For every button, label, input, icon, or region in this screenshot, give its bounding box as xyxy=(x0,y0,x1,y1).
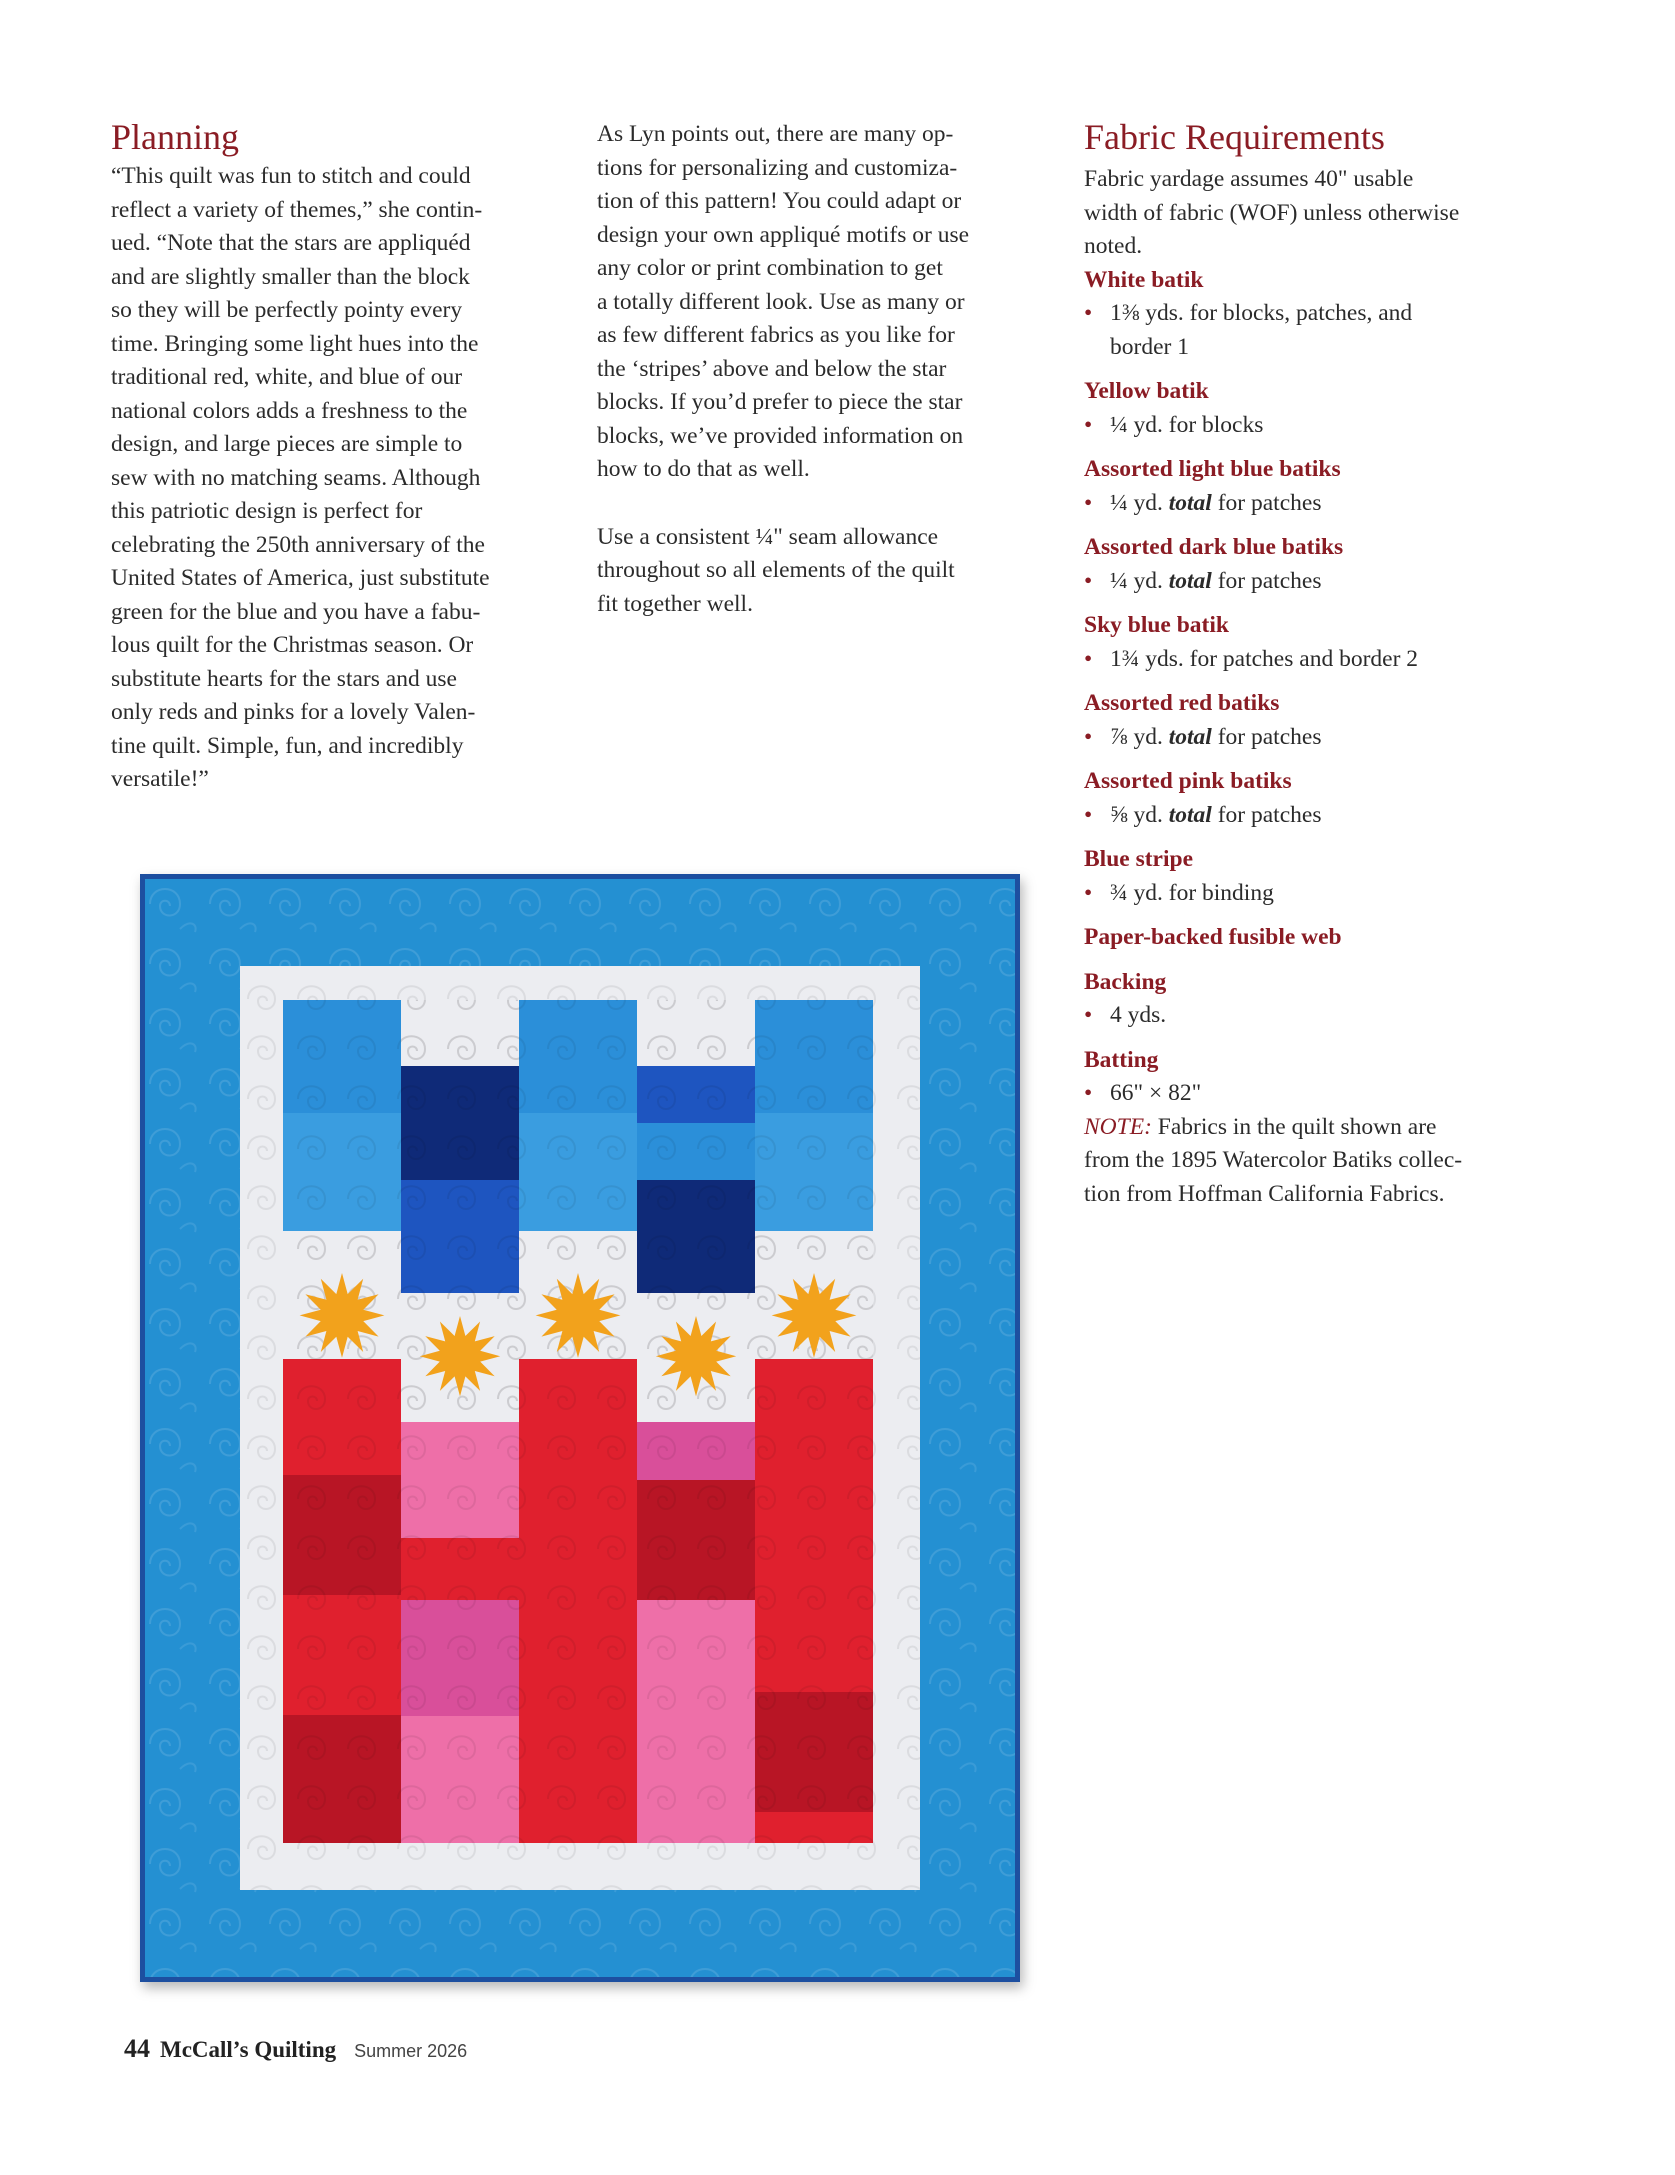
fabric-name: Assorted dark blue batiks xyxy=(1084,534,1344,560)
fabric-item xyxy=(1084,843,1554,910)
fabric-purpose: for patches xyxy=(1217,801,1322,828)
bullet-icon: • xyxy=(1084,801,1093,828)
fabric-name: Assorted light blue batiks xyxy=(1084,456,1341,482)
fabric-amount-text xyxy=(1110,721,1321,755)
planning-column xyxy=(111,160,581,797)
quilt-illustration xyxy=(140,874,1020,1982)
fabric-amount xyxy=(1084,1077,1554,1111)
bullet-icon: • xyxy=(1084,489,1093,516)
fabric-amount xyxy=(1084,565,1554,599)
fabric-name: Assorted red batiks xyxy=(1084,690,1280,716)
bullet-icon: • xyxy=(1084,723,1093,750)
fabric-name: Yellow batik xyxy=(1084,378,1209,404)
quilt-photo xyxy=(140,874,1020,1982)
fabric-amount-text xyxy=(1110,799,1321,833)
fabric-item xyxy=(1084,966,1554,1033)
bullet-icon: • xyxy=(1084,567,1093,594)
fabric-item xyxy=(1084,1044,1554,1111)
fabric-total: total xyxy=(1168,567,1212,594)
options-paragraph-1: As Lyn points out, there are many op- tions for personalizing and customiza- tion of this pattern! You could adapt or design your own appliqué motifs or use any color or print combination to get a totally different look. Use as many or as few different fabrics as you like for the ‘stripes’ above and below the star blocks. If you’d prefer to piece the star blocks, we’ve provided information on how to do that as well. xyxy=(597,121,970,482)
fabric-item xyxy=(1084,264,1554,365)
fabric-requirements-heading: Fabric Requirements xyxy=(1084,117,1385,157)
bullet-icon: • xyxy=(1084,300,1093,326)
bullet-icon: • xyxy=(1084,411,1093,438)
fabric-item xyxy=(1084,609,1554,676)
magazine-title: McCall’s Quilting xyxy=(160,2037,337,2062)
fabric-note xyxy=(1084,1111,1554,1212)
fabric-qty: ⅞ yd. xyxy=(1110,723,1163,750)
fabric-qty: ¼ yd. xyxy=(1110,567,1163,594)
fabric-amount xyxy=(1084,721,1554,755)
planning-heading: Planning xyxy=(111,117,240,157)
fabric-name: Assorted pink batiks xyxy=(1084,768,1292,794)
fabric-amount xyxy=(1084,487,1554,521)
fabric-amount xyxy=(1084,999,1554,1033)
fabric-amount-text: 1¾ yds. for patches and border 2 xyxy=(1110,645,1419,672)
fabric-amount xyxy=(1084,643,1554,677)
issue-date: Summer 2026 xyxy=(354,2041,468,2061)
bullet-icon: • xyxy=(1084,645,1093,672)
fabric-intro: Fabric yardage assumes 40" usable width of fabric (WOF) unless otherwise noted. xyxy=(1084,166,1460,259)
fabric-qty: ⅝ yd. xyxy=(1110,801,1163,828)
fabric-item xyxy=(1084,375,1554,442)
fabric-amount xyxy=(1084,409,1554,443)
fabric-purpose: for patches xyxy=(1217,723,1322,750)
fabric-purpose: for patches xyxy=(1217,489,1322,516)
fabric-item xyxy=(1084,687,1554,754)
note-label: NOTE: xyxy=(1084,1113,1152,1140)
bullet-icon: • xyxy=(1084,879,1093,906)
page-number: 44 xyxy=(124,2034,150,2063)
fabric-amount-text: 66" × 82" xyxy=(1110,1080,1202,1106)
fabric-item xyxy=(1084,453,1554,520)
fabric-item xyxy=(1084,531,1554,598)
fabric-name: Blue stripe xyxy=(1084,846,1194,872)
fabric-amount-text: ¼ yd. for blocks xyxy=(1110,411,1264,438)
options-column xyxy=(597,118,1057,621)
fabric-requirements-column xyxy=(1084,163,1554,1211)
fabric-name: Backing xyxy=(1084,968,1167,995)
fabric-total: total xyxy=(1168,723,1212,750)
fabric-total: total xyxy=(1168,801,1212,828)
seam-allowance-paragraph: Use a consistent ¼" seam allowance throughout so all elements of the quilt fit together well. xyxy=(597,523,955,617)
fabric-name: Sky blue batik xyxy=(1084,612,1229,638)
page-footer xyxy=(124,2034,467,2064)
fabric-name: Batting xyxy=(1084,1046,1159,1073)
fabric-amount-text xyxy=(1110,565,1321,599)
fabric-qty: ¼ yd. xyxy=(1110,489,1163,516)
fabric-name: White batik xyxy=(1084,266,1204,293)
quilt-patch-texture xyxy=(283,1000,873,1843)
fabric-item xyxy=(1084,765,1554,832)
bullet-icon: • xyxy=(1084,1080,1093,1106)
fabric-amount-text xyxy=(1110,487,1321,521)
fabric-list xyxy=(1084,264,1554,1111)
fabric-amount-text: 4 yds. xyxy=(1110,1002,1167,1028)
fabric-total: total xyxy=(1168,489,1212,516)
fabric-amount xyxy=(1084,877,1554,911)
fabric-amount xyxy=(1084,297,1554,364)
fabric-name: Paper-backed fusible web xyxy=(1084,924,1342,950)
fabric-item xyxy=(1084,921,1554,955)
note-text: Fabrics in the quilt shown are from the 1895 Watercolor Batiks collec- tion from Hoffman California Fabrics. xyxy=(1084,1113,1463,1207)
fabric-amount xyxy=(1084,799,1554,833)
fabric-purpose: for patches xyxy=(1217,567,1322,594)
planning-paragraph: “This quilt was fun to stitch and could reflect a variety of themes,” she contin- ued. “Note that the stars are appliquéd and are slightly smaller than the block so they will be perfectly pointy every time. Bringing some light hues into the traditional red, white, and blue of our national colors adds a freshness to the design, and large pieces are simple to sew with no matching seams. Although this patriotic design is perfect for celebrating the 250th anniversary of the United States of America, just substitute green for the blue and you have a fabu- lous quilt for the Christmas season. Or substitute hearts for the stars and use only reds and pinks for a lovely Valen- tine quilt. Simple, fun, and incredibly versatile!” xyxy=(111,163,490,792)
fabric-amount-text: ¾ yd. for binding xyxy=(1110,879,1274,906)
bullet-icon: • xyxy=(1084,1002,1093,1028)
fabric-amount-text: 1⅜ yds. for blocks, patches, and border 1 xyxy=(1110,300,1413,360)
